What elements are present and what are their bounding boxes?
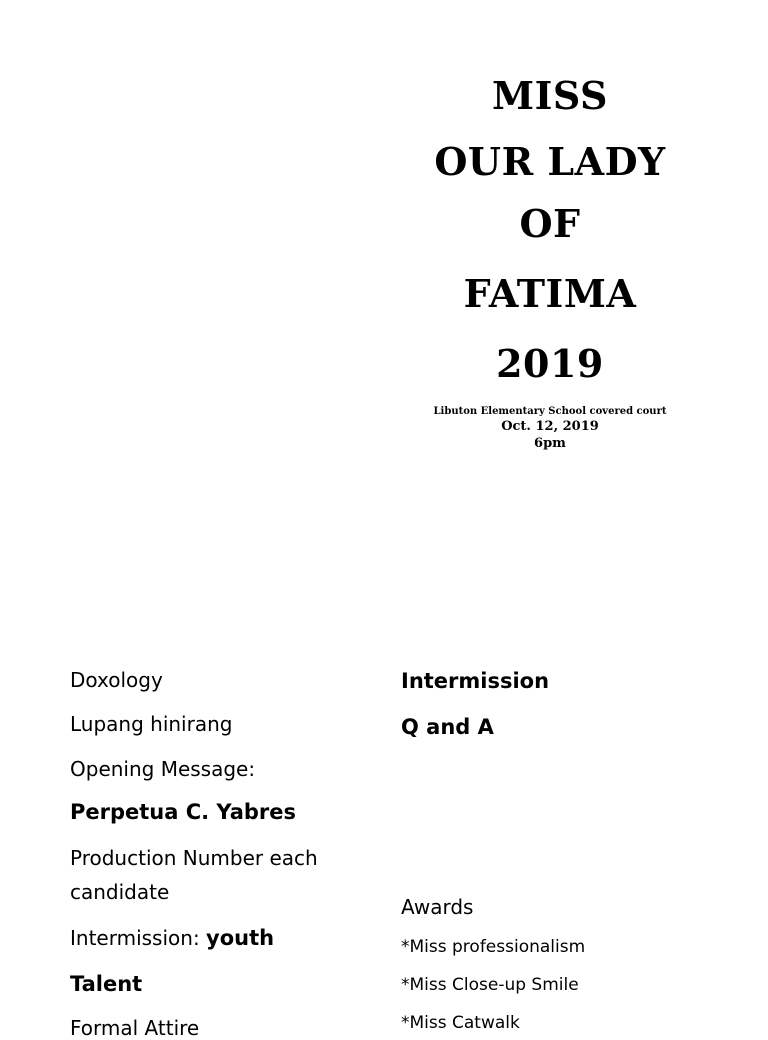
award-item: *Miss professionalism <box>401 937 586 957</box>
program-item-intermission <box>70 926 274 950</box>
event-date: Oct. 12, 2019 <box>501 419 599 434</box>
award-item: *Miss Catwalk <box>401 1013 520 1033</box>
program-item-cutoff: Formal Attire <box>70 1016 200 1040</box>
event-time: 6pm <box>534 436 566 451</box>
cover-title-block <box>400 68 700 452</box>
program-item-intermission-right: Intermission <box>401 669 550 693</box>
program-item-talent: Talent <box>70 972 143 996</box>
program-item-q-and-a: Q and A <box>401 715 494 739</box>
program-item-doxology: Doxology <box>70 668 163 692</box>
intermission-label: Intermission: <box>70 926 207 950</box>
title-line-our-lady: OUR LADY <box>434 139 666 184</box>
award-item: *Miss Close-up Smile <box>401 975 579 995</box>
title-line-year: 2019 <box>496 341 604 386</box>
title-line-of: OF <box>519 201 581 246</box>
event-venue: Libuton Elementary School covered court <box>433 406 667 417</box>
program-item-anthem: Lupang hinirang <box>70 712 233 736</box>
title-line-fatima: FATIMA <box>463 271 637 316</box>
opening-speaker-name: Perpetua C. Yabres <box>70 800 297 824</box>
awards-heading: Awards <box>401 895 474 919</box>
intermission-value: youth <box>206 926 275 950</box>
program-item-production-number: Production Number each candidate <box>70 846 318 904</box>
program-item-opening-message: Opening Message: <box>70 757 256 781</box>
title-line-miss: MISS <box>492 73 608 118</box>
